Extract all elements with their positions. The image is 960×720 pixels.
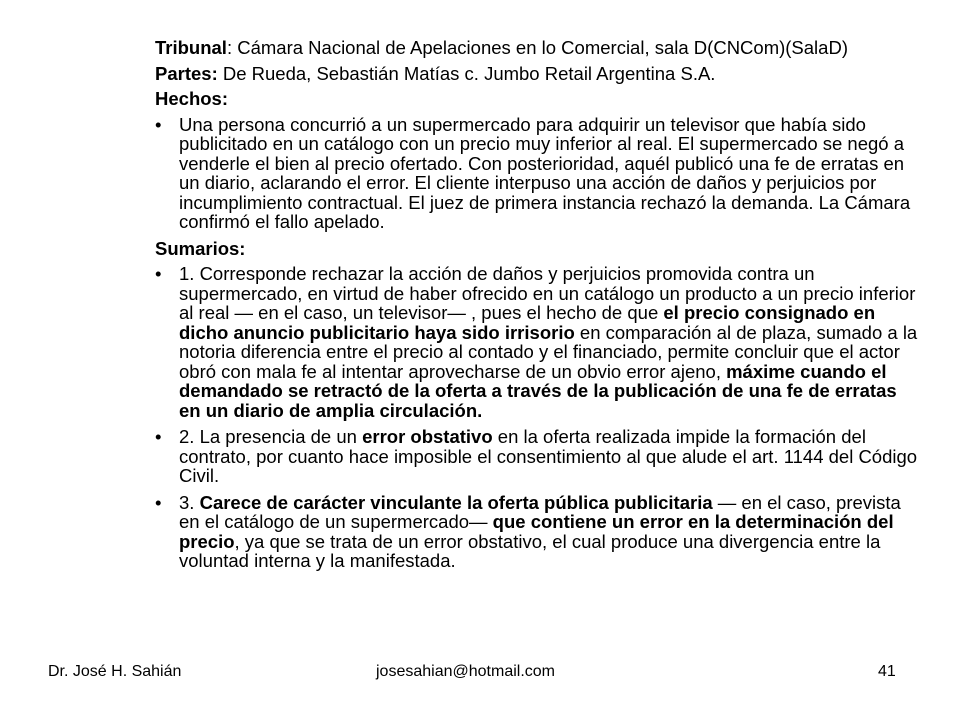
hechos-text: Una persona concurrió a un supermercado para adquirir un televisor que había sido publicitado en un catálogo con un precio muy inferior al real. El supermercado se negó a venderle el bien al precio ofertado. Con posterioridad, aquél publicó una fe de erratas en un diario, aclarando el error. El cliente interpuso una acción de daños y perjuicios por incumplimiento contractual. El juez de primera instancia rechazó la demanda. La Cámara confirmó el fallo apelado. bbox=[179, 113, 911, 232]
page-number: 41 bbox=[878, 663, 896, 680]
bullet-marker: • bbox=[155, 263, 162, 284]
tribunal-text: : Cámara Nacional de Apelaciones en lo Comercial, sala D(CNCom)(SalaD) bbox=[226, 37, 848, 58]
sumario-2-text-a: 2. La presencia de un bbox=[179, 426, 363, 447]
sumario-3-text-b: — en el caso, prevista en el catálogo de un supermercado— bbox=[179, 491, 901, 532]
partes-line bbox=[155, 64, 920, 84]
tribunal-line bbox=[155, 38, 920, 58]
sumario-3-bold-a: Carece de carácter vinculante la oferta pública publicitaria bbox=[199, 491, 713, 513]
sumario-item-1 bbox=[155, 264, 920, 420]
sumario-2-text-b: en la oferta realizada impide la formación del contrato, por cuanto hace imposible el consentimiento al que alude el art. 1144 del Código Civil. bbox=[179, 426, 918, 486]
tribunal-label: Tribunal bbox=[155, 37, 227, 58]
bullet-marker: • bbox=[155, 491, 162, 513]
sumario-1-text-a: 1. Corresponde rechazar la acción de daños y perjuicios promovida contra un supermercado, en virtud de haber ofrecido en un catálogo un producto a un precio inferior al real — en el caso, un televisor— , pues el hecho de que bbox=[179, 263, 916, 323]
hechos-bullet-item bbox=[155, 115, 920, 232]
footer-email: josesahian@hotmail.com bbox=[376, 663, 555, 680]
bullet-marker: • bbox=[155, 426, 162, 447]
hechos-heading bbox=[155, 89, 920, 109]
sumario-item-3 bbox=[155, 493, 920, 571]
sumario-3-bold-b: que contiene un error en la determinación del precio bbox=[179, 511, 894, 552]
footer-author: Dr. José H. Sahián bbox=[48, 663, 182, 680]
slide-content bbox=[155, 38, 920, 578]
sumario-item-2 bbox=[155, 427, 920, 486]
sumario-3-text-c: , ya que se trata de un error obstativo, el cual produce una divergencia entre la voluntad interna y la manifestada. bbox=[179, 530, 881, 571]
sumario-3-text-a: 3. bbox=[179, 491, 200, 513]
sumario-1-bold-a: el precio consignado en dicho anuncio publicitario haya sido irrisorio bbox=[179, 302, 876, 343]
sumario-1-text-b: en comparación al de plaza, sumado a la notoria diferencia entre el precio al contado y el financiado, permite concluir que el actor obró con mala fe al intentar aprovecharse de un obvio error ajeno, bbox=[179, 321, 918, 382]
partes-text: De Rueda, Sebastián Matías c. Jumbo Retail Argentina S.A. bbox=[217, 62, 716, 84]
sumario-2-bold-a: error obstativo bbox=[362, 426, 493, 447]
sumarios-heading-text: Sumarios: bbox=[155, 237, 246, 259]
partes-label: Partes: bbox=[155, 62, 218, 84]
sumario-1-bold-b: máxime cuando el demandado se retractó de la oferta a través de la publicación de una fe de erratas en un diario de amplia circulación. bbox=[179, 360, 897, 421]
bullet-marker: • bbox=[155, 113, 162, 135]
sumarios-heading bbox=[155, 239, 920, 259]
hechos-heading-text: Hechos: bbox=[155, 88, 228, 109]
